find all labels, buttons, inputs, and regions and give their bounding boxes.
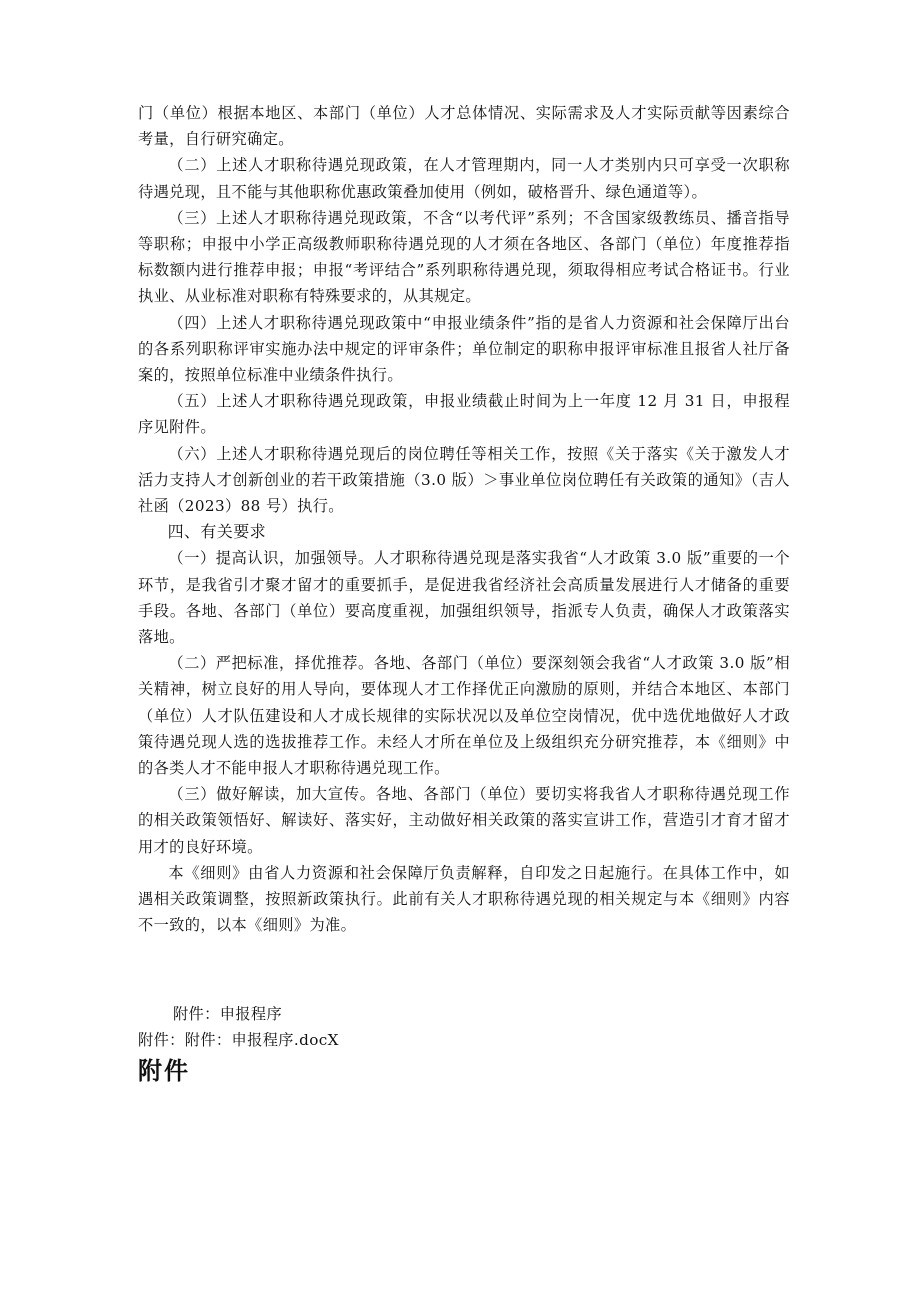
attachment-line: 附件：申报程序 bbox=[172, 1004, 283, 1023]
paragraph: （二）上述人才职称待遇兑现政策，在人才管理期内，同一人才类别内只可享受一次职称待遇兑现，且不能与其他职称优惠政策叠加使用（例如，破格晋升、绿色通道等）。 bbox=[138, 156, 790, 201]
paragraph: （三）做好解读，加大宣传。各地、各部门（单位）要切实将我省人才职称待遇兑现工作的相关政策领悟好、解读好、落实好，主动做好相关政策的落实宣讲工作，营造引才育才留才用才的良好环境。 bbox=[138, 785, 790, 856]
paragraph-list bbox=[138, 100, 790, 939]
attachment-title: 附件 bbox=[138, 1056, 190, 1085]
section-heading: 四、有关要求 bbox=[167, 522, 266, 542]
paragraph: （五）上述人才职称待遇兑现政策，申报业绩截止时间为上一年度 12 月 31 日，申报程序见附件。 bbox=[138, 392, 790, 437]
paragraph: （四）上述人才职称待遇兑现政策中“申报业绩条件”指的是省人力资源和社会保障厅出台的各系列职称评审实施办法中规定的评审条件；单位制定的职称申报评审标准且报省人社厅备案的，按照单位标准中业绩条件执行。 bbox=[138, 313, 790, 385]
spacer bbox=[138, 939, 790, 1001]
paragraph: 门（单位）根据本地区、本部门（单位）人才总体情况、实际需求及人才实际贡献等因素综合考量，自行研究确定。 bbox=[138, 104, 790, 149]
paragraph: 本《细则》由省人力资源和社会保障厅负责解释，自印发之日起施行。在具体工作中，如遇相关政策调整，按照新政策执行。此前有关人才职称待遇兑现的相关规定与本《细则》内容不一致的，以本《细则》为准。 bbox=[138, 863, 790, 935]
paragraph: （一）提高认识，加强领导。人才职称待遇兑现是落实我省“人才政策 3.0 版”重要的一个环节，是我省引才聚才留才的重要抓手，是促进我省经济社会高质量发展进行人才储备的重要手段。各地、各部门（单位）要高度重视，加强组织领导，指派专人负责，确保人才政策落实落地。 bbox=[138, 549, 790, 647]
paragraph: （六）上述人才职称待遇兑现后的岗位聘任等相关工作，按照《关于落实《关于激发人才活力支持人才创新创业的若干政策措施（3.0 版）＞事业单位岗位聘任有关政策的通知》（吉人社函（2023）88 号）执行。 bbox=[138, 444, 790, 516]
paragraph: （二）严把标准，择优推荐。各地、各部门（单位）要深刻领会我省“人才政策 3.0 版”相关精神，树立良好的用人导向，要体现人才工作择优正向激励的原则，并结合本地区、本部门（单位）人才队伍建设和人才成长规律的实际状况以及单位空岗情况，优中选优地做好人才政策待遇兑现人选的选拔推荐工作。未经人才所在单位及上级组织充分研究推荐，本《细则》中的各类人才不能申报人才职称待遇兑现工作。 bbox=[138, 654, 790, 778]
paragraph: （三）上述人才职称待遇兑现政策，不含“以考代评”系列；不含国家级教练员、播音指导等职称；申报中小学正高级教师职称待遇兑现的人才须在各地区、各部门（单位）年度推荐指标数额内进行推荐申报；申报“考评结合”系列职称待遇兑现，须取得相应考试合格证书。行业执业、从业标准对职称有特殊要求的，从其规定。 bbox=[138, 208, 790, 306]
document-body bbox=[138, 100, 790, 1089]
attachment-file-link[interactable]: 附件：附件：申报程序.docX bbox=[138, 1030, 339, 1049]
